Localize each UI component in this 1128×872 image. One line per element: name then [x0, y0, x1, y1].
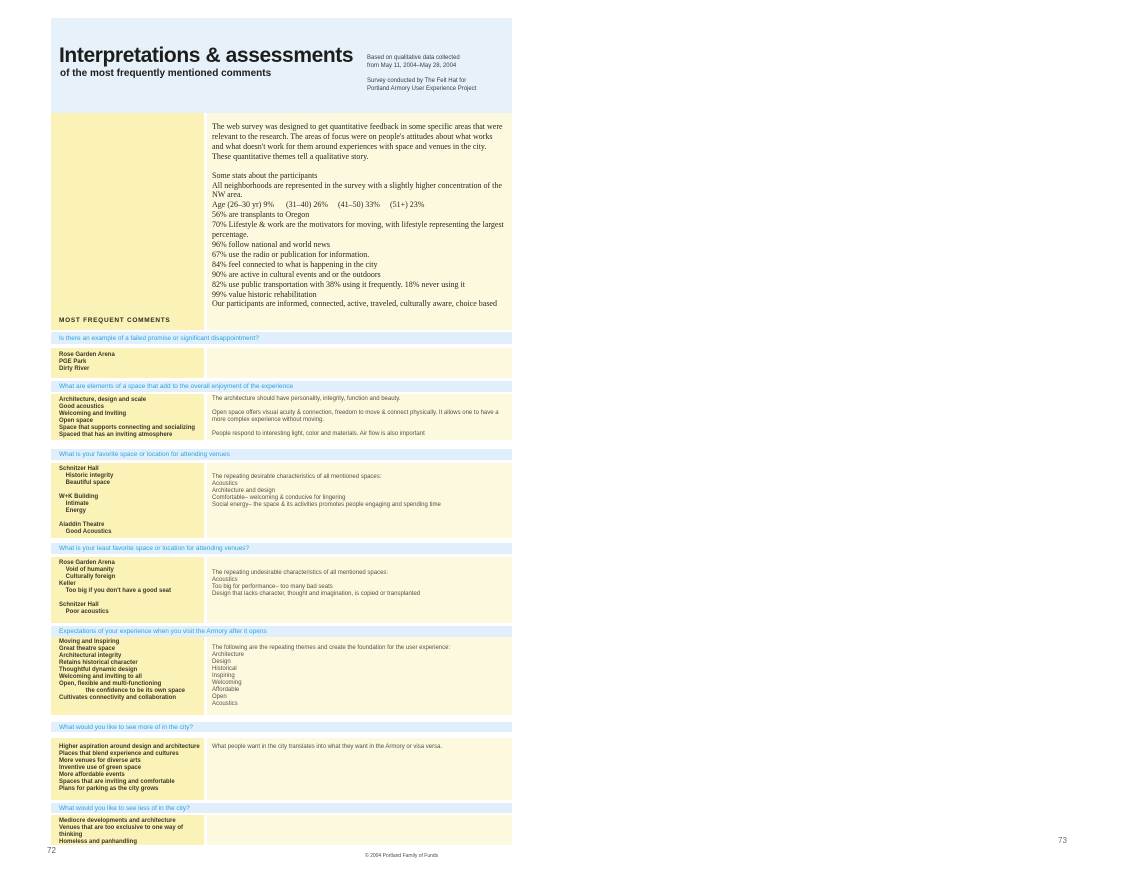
answer-row-space-elements	[51, 394, 512, 440]
question-text: What would you like to see more of in the city?	[59, 723, 194, 731]
page-subtitle: of the most frequently mentioned comments	[60, 68, 272, 79]
question-text: Expectations of your experience when you visit the Armory after it opens	[59, 628, 267, 635]
question-text: Is there an example of a failed promise or significant disappointment?	[59, 334, 259, 342]
interpretation-cell	[207, 348, 512, 378]
survey-date-note: Based on qualitative data collected from May 11, 2004–May 28, 2004	[367, 55, 460, 69]
copyright-notice: © 2004 Portland Family of Funds	[365, 853, 439, 859]
intro-section	[51, 113, 512, 330]
document-spread-left-page	[51, 18, 512, 845]
question-text: What would you like to see less of in the city?	[59, 804, 190, 812]
comments-cell: Moving and Inspiring Great theatre space Architectural integrity Retains historical character Thoughtful dynamic design Welcoming and inviting to all Open, flexible and multi-functioning the confidence to be its own space Cultivates connectivity and collaboration	[51, 637, 204, 715]
comments-cell: Higher aspiration around design and architecture Places that blend experience and cultures More venues for diverse arts Inventive use of green space More affordable events Spaces that are inviting and comfortable Plans for parking as the city grows	[51, 738, 204, 800]
answer-row-failed-promise	[51, 348, 512, 378]
interpretation-cell	[207, 815, 512, 845]
interpretation-cell: The following are the repeating themes and create the foundation for the user experience: Architecture Design Historical Inspiring Welcoming Affordable Open Acoustics	[207, 637, 512, 715]
most-frequent-comments-label: MOST FREQUENT COMMENTS	[59, 317, 171, 324]
interpretation-cell: The architecture should have personality, integrity, function and beauty. Open space offers visual acuity & connection, freedom to move & connect physically. It allows one to have a more complex experience without moving. People respond to interesting light, color and materials. Air flow is also important	[207, 394, 512, 440]
answer-row-armory-expectations	[51, 637, 512, 715]
page-title: Interpretations & assessments	[59, 44, 354, 67]
interpretation-cell: What people want in the city translates into what they want in the Armory or visa versa.	[207, 738, 512, 800]
question-text: What are elements of a space that add to the overall enjoyment of the experience	[59, 383, 294, 390]
comments-cell: Rose Garden Arena PGE Park Dirty River	[51, 348, 204, 378]
interpretation-cell: The repeating desirable characteristics of all mentioned spaces: Acoustics Architecture and design Comfortable– welcoming & conducive for lingering Social energy– the space & its activities promotes people engaging and spending time	[207, 463, 512, 538]
question-band-armory-expectations	[51, 626, 512, 637]
header-notes	[367, 55, 507, 101]
question-text: What is your least favorite space or location for attending venues?	[59, 545, 250, 552]
document-header	[51, 18, 512, 113]
page-number-left: 72	[47, 846, 56, 855]
comments-cell: Architecture, design and scale Good acoustics Welcoming and Inviting Open space Space that supports connecting and socializing Spaced that has an inviting atmosphere	[51, 394, 204, 440]
question-band-favorite-space	[51, 449, 512, 460]
question-band-least-favorite-space	[51, 543, 512, 554]
survey-conductor-note: Survey conducted by The Felt Hat for Portland Armory User Experience Project	[367, 78, 477, 92]
interpretation-cell: The repeating undesirable characteristics of all mentioned spaces: Acoustics Too big for performance– too many bad seats Design that lacks character, thought and imagination, is copied or transplanted	[207, 557, 512, 623]
intro-left-column	[51, 113, 204, 330]
answer-row-more-in-city	[51, 738, 512, 800]
intro-text: The web survey was designed to get quantitative feedback in some specific areas that were relevant to the research. The areas of focus were on people's attitudes about what works and what doesn't work for them around experiences with space and venues in the city. These quantitative themes tell a qualitative story. Some stats about the participants All neighborhoods are represented in the survey with a slightly higher concentration of the NW area. Age (26–30 yr) 9% (31–40) 26% (41–50) 33% (51+) 23% 56% are transplants to Oregon 70% Lifestyle & work are the motivators for moving, with lifestyle representing the largest percentage. 96% follow national and world news 67% use the radio or publication for information. 84% feel connected to what is happening in the city 90% are active in cultural events and or the outdoors 82% use public transportation with 38% using it frequently. 18% never using it 99% value historic rehabilitation Our participants are informed, connected, active, traveled, culturally aware, choice based	[207, 113, 512, 330]
comments-cell: Rose Garden Arena Void of humanity Culturally foreign Keller Too big if you don't have a good seat Schnitzer Hall Poor acoustics	[51, 557, 204, 623]
answer-row-less-in-city	[51, 815, 512, 845]
comments-cell: Schnitzer Hall Historic integrity Beautiful space W+K Building Intimate Energy Aladdin Theatre Good Acoustics	[51, 463, 204, 538]
comments-cell: Mediocre developments and architecture Venues that are too exclusive to one way of thinking Homeless and panhandling	[51, 815, 204, 845]
question-band-more-in-city	[51, 722, 512, 732]
answer-row-least-favorite-space	[51, 557, 512, 623]
answer-row-favorite-space	[51, 463, 512, 538]
question-text: What is your favorite space or location for attending venues	[59, 451, 230, 458]
question-band-failed-promise	[51, 332, 512, 344]
title-block	[59, 44, 353, 79]
question-band-less-in-city	[51, 803, 512, 813]
page-number-right: 73	[1058, 836, 1067, 845]
question-band-space-elements	[51, 381, 512, 392]
